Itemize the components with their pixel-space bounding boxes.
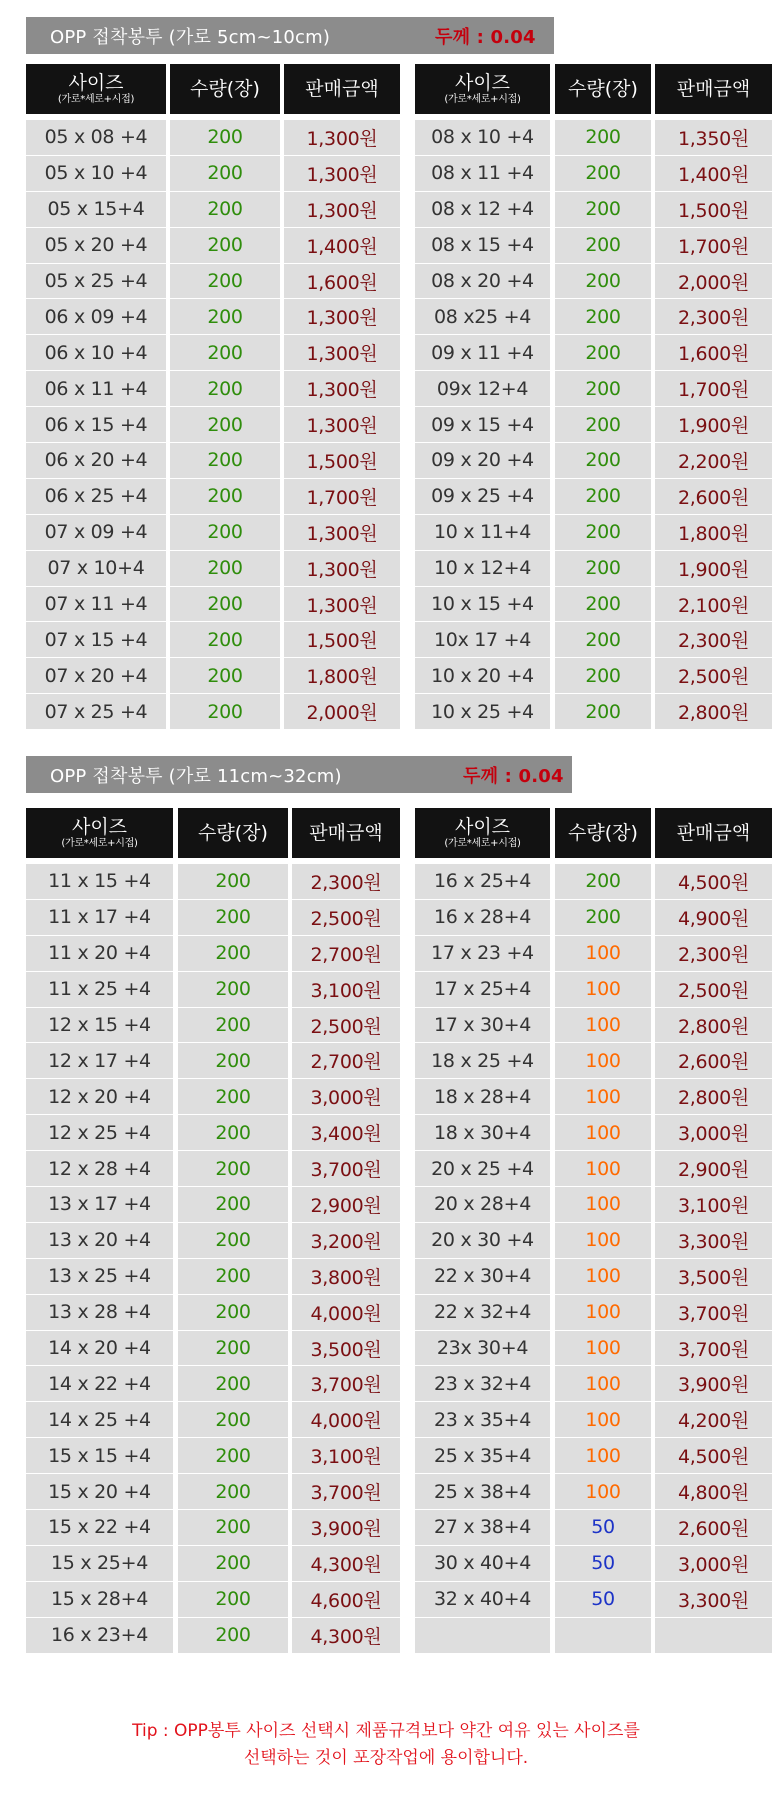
- cell-qty: 200: [555, 120, 651, 156]
- cell-qty: 200: [178, 1151, 288, 1187]
- cell-qty: 200: [170, 407, 280, 443]
- cell-size: 32 x 40+4: [415, 1582, 550, 1618]
- cell-qty: 100: [555, 936, 651, 972]
- column-size: [415, 64, 550, 730]
- cell-size: 05 x 10 +4: [26, 156, 166, 192]
- cell-size: 20 x 25 +4: [415, 1151, 550, 1187]
- cell-qty: 50: [555, 1582, 651, 1618]
- cell-price: 4,500원: [655, 864, 772, 900]
- cell-size: 14 x 25 +4: [26, 1402, 173, 1438]
- cell-qty: 200: [170, 192, 280, 228]
- column-header-size: [415, 64, 550, 114]
- cell-size: 10 x 25 +4: [415, 694, 550, 730]
- cell-price: 2,300원: [292, 864, 400, 900]
- cell-qty: 200: [555, 192, 651, 228]
- column-cells: [284, 120, 400, 730]
- cell-size: 18 x 28+4: [415, 1079, 550, 1115]
- cell-price: 3,000원: [655, 1115, 772, 1151]
- cell-price: 2,700원: [292, 936, 400, 972]
- cell-qty: 200: [178, 900, 288, 936]
- column-header-size: [26, 808, 173, 858]
- column-header-sublabel: (가로*세로+시접): [61, 837, 138, 849]
- cell-qty: 100: [555, 1008, 651, 1044]
- cell-qty: 200: [555, 335, 651, 371]
- cell-size: 20 x 28+4: [415, 1187, 550, 1223]
- cell-size: 07 x 15 +4: [26, 622, 166, 658]
- cell-size: 08 x 10 +4: [415, 120, 550, 156]
- cell-price: 4,000원: [292, 1402, 400, 1438]
- cell-size: 08 x 15 +4: [415, 228, 550, 264]
- cell-qty: 100: [555, 972, 651, 1008]
- cell-qty: 200: [178, 1079, 288, 1115]
- cell-size: 12 x 15 +4: [26, 1008, 173, 1044]
- cell-price: 3,700원: [292, 1151, 400, 1187]
- cell-price: 3,100원: [292, 1438, 400, 1474]
- cell-qty: 200: [178, 1546, 288, 1582]
- cell-qty: 200: [555, 371, 651, 407]
- column-header-price: [284, 64, 400, 114]
- cell-price: 1,300원: [284, 120, 400, 156]
- cell-size: 05 x 25 +4: [26, 264, 166, 300]
- cell-price: 1,700원: [284, 479, 400, 515]
- cell-price: 1,400원: [284, 228, 400, 264]
- cell-price: 4,200원: [655, 1402, 772, 1438]
- cell-price: 2,900원: [292, 1187, 400, 1223]
- cell-price: 4,500원: [655, 1438, 772, 1474]
- column-header-price: [655, 64, 772, 114]
- cell-qty: 200: [555, 587, 651, 623]
- cell-size: 07 x 09 +4: [26, 515, 166, 551]
- cell-qty: 200: [178, 1402, 288, 1438]
- cell-price: 3,500원: [655, 1259, 772, 1295]
- column-header-label: 사이즈: [71, 815, 128, 838]
- cell-qty: 200: [170, 264, 280, 300]
- column-size: [26, 64, 166, 730]
- cell-price: 2,100원: [655, 587, 772, 623]
- cell-price: 1,500원: [284, 443, 400, 479]
- cell-qty: 200: [170, 515, 280, 551]
- column-header-qty: [555, 808, 651, 858]
- cell-price: 1,300원: [284, 407, 400, 443]
- tip-note: [0, 1718, 772, 1772]
- cell-qty: 100: [555, 1115, 651, 1151]
- cell-size: 05 x 20 +4: [26, 228, 166, 264]
- cell-size: 07 x 25 +4: [26, 694, 166, 730]
- cell-size: 07 x 20 +4: [26, 658, 166, 694]
- cell-price: 2,500원: [292, 1008, 400, 1044]
- cell-price: 4,300원: [292, 1618, 400, 1654]
- cell-size: 22 x 32+4: [415, 1295, 550, 1331]
- column-cells: [655, 864, 772, 1654]
- cell-price: 2,500원: [292, 900, 400, 936]
- cell-price: 3,800원: [292, 1259, 400, 1295]
- cell-price: 3,100원: [655, 1187, 772, 1223]
- column-cells: [26, 864, 173, 1654]
- cell-qty: 200: [178, 1582, 288, 1618]
- cell-qty: 200: [170, 371, 280, 407]
- column-cells: [292, 864, 400, 1654]
- column-header-qty: [555, 64, 651, 114]
- cell-price: 1,600원: [655, 335, 772, 371]
- cell-qty: 100: [555, 1402, 651, 1438]
- cell-size: 14 x 20 +4: [26, 1331, 173, 1367]
- cell-qty: 200: [170, 658, 280, 694]
- cell-size: 07 x 10+4: [26, 551, 166, 587]
- column-price: [655, 64, 772, 730]
- cell-qty: 200: [178, 1295, 288, 1331]
- column-header-label: 판매금액: [309, 821, 383, 844]
- cell-price: 3,700원: [655, 1295, 772, 1331]
- column-header-label: 사이즈: [454, 815, 511, 838]
- cell-qty: 100: [555, 1331, 651, 1367]
- column-cells: [655, 120, 772, 730]
- column-header-price: [292, 808, 400, 858]
- cell-size: 13 x 20 +4: [26, 1223, 173, 1259]
- column-qty: [178, 808, 288, 1654]
- cell-qty: 200: [170, 156, 280, 192]
- cell-qty: 100: [555, 1259, 651, 1295]
- cell-price: 3,700원: [292, 1366, 400, 1402]
- cell-size: 10 x 20 +4: [415, 658, 550, 694]
- section-title-bar: [26, 756, 572, 793]
- column-cells: [178, 864, 288, 1654]
- column-header-label: 수량(장): [198, 821, 268, 844]
- cell-size: 09x 12+4: [415, 371, 550, 407]
- column-qty: [170, 64, 280, 730]
- cell-price: 1,300원: [284, 192, 400, 228]
- cell-size: 09 x 11 +4: [415, 335, 550, 371]
- cell-size: 13 x 28 +4: [26, 1295, 173, 1331]
- cell-price: 2,700원: [292, 1043, 400, 1079]
- cell-price: 1,300원: [284, 156, 400, 192]
- cell-price: 3,700원: [655, 1331, 772, 1367]
- cell-size: 17 x 25+4: [415, 972, 550, 1008]
- cell-price: 4,300원: [292, 1546, 400, 1582]
- cell-qty: 100: [555, 1079, 651, 1115]
- cell-size: 09 x 15 +4: [415, 407, 550, 443]
- cell-size: 15 x 15 +4: [26, 1438, 173, 1474]
- cell-price: 2,000원: [655, 264, 772, 300]
- cell-qty: 100: [555, 1474, 651, 1510]
- section-title: OPP 접착봉투 (가로 5cm~10cm): [50, 26, 331, 48]
- column-header-label: 수량(장): [568, 821, 638, 844]
- column-header-qty: [178, 808, 288, 858]
- cell-size: 22 x 30+4: [415, 1259, 550, 1295]
- cell-qty: 200: [178, 1187, 288, 1223]
- cell-size: 15 x 25+4: [26, 1546, 173, 1582]
- cell-size: 06 x 09 +4: [26, 299, 166, 335]
- cell-qty: 200: [170, 551, 280, 587]
- cell-qty: 200: [555, 864, 651, 900]
- cell-size: 23x 30+4: [415, 1331, 550, 1367]
- cell-size: 12 x 28 +4: [26, 1151, 173, 1187]
- cell-qty: 200: [170, 587, 280, 623]
- column-cells: [415, 120, 550, 730]
- cell-size: 17 x 23 +4: [415, 936, 550, 972]
- cell-price: 2,600원: [655, 1043, 772, 1079]
- cell-qty: 200: [555, 299, 651, 335]
- thickness-label: 두께 : 0.04: [435, 26, 536, 48]
- cell-qty: 200: [170, 622, 280, 658]
- cell-size: 10 x 15 +4: [415, 587, 550, 623]
- section-title-bar: [26, 17, 554, 54]
- cell-size: 12 x 20 +4: [26, 1079, 173, 1115]
- cell-qty: 100: [555, 1187, 651, 1223]
- cell-price: 2,800원: [655, 1008, 772, 1044]
- cell-size: 16 x 25+4: [415, 864, 550, 900]
- column-cells: [415, 864, 550, 1654]
- cell-size: 10x 17 +4: [415, 622, 550, 658]
- cell-price: 1,900원: [655, 407, 772, 443]
- cell-qty: 200: [170, 479, 280, 515]
- cell-price: 1,300원: [284, 551, 400, 587]
- column-header-label: 수량(장): [568, 77, 638, 100]
- cell-size: 06 x 25 +4: [26, 479, 166, 515]
- column-qty: [555, 64, 651, 730]
- cell-price: 4,600원: [292, 1582, 400, 1618]
- cell-size: 15 x 28+4: [26, 1582, 173, 1618]
- cell-qty: 200: [178, 1223, 288, 1259]
- cell-price: 1,400원: [655, 156, 772, 192]
- cell-price: 3,900원: [655, 1366, 772, 1402]
- cell-price: 3,300원: [655, 1582, 772, 1618]
- cell-qty: 200: [178, 1474, 288, 1510]
- cell-price: 2,800원: [655, 694, 772, 730]
- cell-price: 2,300원: [655, 622, 772, 658]
- cell-qty: 100: [555, 1151, 651, 1187]
- cell-qty: 200: [178, 1331, 288, 1367]
- cell-price: 2,500원: [655, 658, 772, 694]
- cell-price: 3,300원: [655, 1223, 772, 1259]
- tip-line-1: Tip : OPP봉투 사이즈 선택시 제품규격보다 약간 여유 있는 사이즈를: [132, 1721, 640, 1741]
- cell-size: 12 x 25 +4: [26, 1115, 173, 1151]
- cell-size: 15 x 22 +4: [26, 1510, 173, 1546]
- cell-price: 1,700원: [655, 371, 772, 407]
- cell-price: 3,400원: [292, 1115, 400, 1151]
- column-cells: [555, 120, 651, 730]
- column-qty: [555, 808, 651, 1654]
- column-header-label: 사이즈: [454, 71, 511, 94]
- cell-size: 16 x 28+4: [415, 900, 550, 936]
- column-header-size: [415, 808, 550, 858]
- cell-size: [415, 1618, 550, 1654]
- cell-size: 06 x 10 +4: [26, 335, 166, 371]
- cell-size: 27 x 38+4: [415, 1510, 550, 1546]
- cell-qty: 200: [178, 1438, 288, 1474]
- column-size: [415, 808, 550, 1654]
- cell-price: 1,800원: [284, 658, 400, 694]
- cell-qty: 200: [178, 1115, 288, 1151]
- column-header-price: [655, 808, 772, 858]
- cell-qty: 200: [178, 1618, 288, 1654]
- column-header-size: [26, 64, 166, 114]
- cell-price: 4,000원: [292, 1295, 400, 1331]
- cell-size: 13 x 25 +4: [26, 1259, 173, 1295]
- cell-qty: 200: [555, 694, 651, 730]
- cell-qty: 200: [178, 1008, 288, 1044]
- cell-size: 11 x 15 +4: [26, 864, 173, 900]
- column-header-label: 판매금액: [305, 77, 379, 100]
- cell-size: 09 x 25 +4: [415, 479, 550, 515]
- cell-size: 08 x 11 +4: [415, 156, 550, 192]
- cell-price: 1,300원: [284, 515, 400, 551]
- cell-qty: 50: [555, 1546, 651, 1582]
- column-price: [655, 808, 772, 1654]
- cell-size: 05 x 15+4: [26, 192, 166, 228]
- cell-price: 4,900원: [655, 900, 772, 936]
- cell-size: 08 x 20 +4: [415, 264, 550, 300]
- cell-size: 15 x 20 +4: [26, 1474, 173, 1510]
- cell-price: 2,200원: [655, 443, 772, 479]
- cell-price: 1,500원: [655, 192, 772, 228]
- cell-qty: 200: [555, 264, 651, 300]
- cell-size: 25 x 35+4: [415, 1438, 550, 1474]
- cell-size: 12 x 17 +4: [26, 1043, 173, 1079]
- cell-qty: 200: [170, 335, 280, 371]
- cell-size: 16 x 23+4: [26, 1618, 173, 1654]
- cell-qty: 200: [555, 228, 651, 264]
- cell-qty: 200: [555, 443, 651, 479]
- cell-qty: 200: [170, 228, 280, 264]
- cell-price: 2,300원: [655, 936, 772, 972]
- cell-price: 1,700원: [655, 228, 772, 264]
- cell-qty: 100: [555, 1043, 651, 1079]
- column-header-sublabel: (가로*세로+시접): [444, 837, 521, 849]
- cell-qty: 200: [555, 551, 651, 587]
- cell-price: 3,100원: [292, 972, 400, 1008]
- column-header-qty: [170, 64, 280, 114]
- cell-price: 1,500원: [284, 622, 400, 658]
- cell-size: 09 x 20 +4: [415, 443, 550, 479]
- column-header-sublabel: (가로*세로+시접): [57, 93, 135, 105]
- cell-qty: 200: [178, 936, 288, 972]
- cell-size: 23 x 35+4: [415, 1402, 550, 1438]
- cell-size: 10 x 11+4: [415, 515, 550, 551]
- cell-price: 2,900원: [655, 1151, 772, 1187]
- cell-qty: 100: [555, 1223, 651, 1259]
- column-header-sublabel: (가로*세로+시접): [444, 93, 521, 105]
- cell-qty: 200: [170, 443, 280, 479]
- cell-size: 18 x 25 +4: [415, 1043, 550, 1079]
- cell-qty: 200: [555, 156, 651, 192]
- column-price: [284, 64, 400, 730]
- cell-price: 1,800원: [655, 515, 772, 551]
- cell-qty: 200: [555, 900, 651, 936]
- cell-qty: 200: [555, 658, 651, 694]
- cell-size: 08 x 12 +4: [415, 192, 550, 228]
- cell-price: [655, 1618, 772, 1654]
- cell-qty: 200: [170, 120, 280, 156]
- cell-price: 1,350원: [655, 120, 772, 156]
- cell-price: 1,300원: [284, 299, 400, 335]
- cell-qty: 200: [178, 1043, 288, 1079]
- column-cells: [26, 120, 166, 730]
- cell-price: 1,300원: [284, 335, 400, 371]
- cell-qty: 200: [178, 1259, 288, 1295]
- cell-price: 1,600원: [284, 264, 400, 300]
- cell-size: 06 x 20 +4: [26, 443, 166, 479]
- column-price: [292, 808, 400, 1654]
- cell-qty: 200: [178, 1366, 288, 1402]
- cell-size: 13 x 17 +4: [26, 1187, 173, 1223]
- cell-size: 17 x 30+4: [415, 1008, 550, 1044]
- cell-size: 23 x 32+4: [415, 1366, 550, 1402]
- section-title: OPP 접착봉투 (가로 11cm~32cm): [50, 765, 342, 787]
- cell-price: 2,600원: [655, 1510, 772, 1546]
- cell-size: 20 x 30 +4: [415, 1223, 550, 1259]
- tip-line-2: 선택하는 것이 포장작업에 용이합니다.: [243, 1748, 529, 1768]
- cell-price: 3,000원: [655, 1546, 772, 1582]
- column-header-label: 판매금액: [676, 77, 751, 100]
- cell-qty: 200: [555, 622, 651, 658]
- cell-size: 25 x 38+4: [415, 1474, 550, 1510]
- cell-size: 10 x 12+4: [415, 551, 550, 587]
- cell-price: 2,300원: [655, 299, 772, 335]
- cell-price: 3,500원: [292, 1331, 400, 1367]
- column-cells: [170, 120, 280, 730]
- cell-price: 1,300원: [284, 587, 400, 623]
- column-header-label: 사이즈: [68, 71, 124, 94]
- cell-qty: 50: [555, 1510, 651, 1546]
- cell-size: 11 x 20 +4: [26, 936, 173, 972]
- cell-qty: 200: [170, 299, 280, 335]
- cell-price: 2,800원: [655, 1079, 772, 1115]
- cell-price: 3,000원: [292, 1079, 400, 1115]
- cell-price: 4,800원: [655, 1474, 772, 1510]
- cell-price: 3,700원: [292, 1474, 400, 1510]
- cell-size: 05 x 08 +4: [26, 120, 166, 156]
- cell-qty: 200: [178, 864, 288, 900]
- cell-qty: 200: [170, 694, 280, 730]
- cell-price: 2,600원: [655, 479, 772, 515]
- cell-size: 07 x 11 +4: [26, 587, 166, 623]
- column-cells: [555, 864, 651, 1654]
- cell-size: 11 x 17 +4: [26, 900, 173, 936]
- cell-size: 14 x 22 +4: [26, 1366, 173, 1402]
- cell-price: 2,500원: [655, 972, 772, 1008]
- cell-size: 30 x 40+4: [415, 1546, 550, 1582]
- thickness-label: 두께 : 0.04: [463, 765, 564, 787]
- cell-qty: 200: [555, 407, 651, 443]
- cell-price: 1,900원: [655, 551, 772, 587]
- column-header-label: 수량(장): [190, 77, 260, 100]
- cell-qty: 100: [555, 1438, 651, 1474]
- cell-price: 3,900원: [292, 1510, 400, 1546]
- cell-qty: 200: [178, 972, 288, 1008]
- cell-price: 3,200원: [292, 1223, 400, 1259]
- cell-qty: [555, 1618, 651, 1654]
- cell-size: 06 x 11 +4: [26, 371, 166, 407]
- cell-price: 2,000원: [284, 694, 400, 730]
- cell-qty: 200: [178, 1510, 288, 1546]
- cell-qty: 200: [555, 479, 651, 515]
- cell-price: 1,300원: [284, 371, 400, 407]
- cell-size: 18 x 30+4: [415, 1115, 550, 1151]
- column-size: [26, 808, 173, 1654]
- cell-size: 08 x25 +4: [415, 299, 550, 335]
- cell-qty: 200: [555, 515, 651, 551]
- cell-size: 06 x 15 +4: [26, 407, 166, 443]
- column-header-label: 판매금액: [676, 821, 751, 844]
- cell-qty: 100: [555, 1366, 651, 1402]
- cell-qty: 100: [555, 1295, 651, 1331]
- cell-size: 11 x 25 +4: [26, 972, 173, 1008]
